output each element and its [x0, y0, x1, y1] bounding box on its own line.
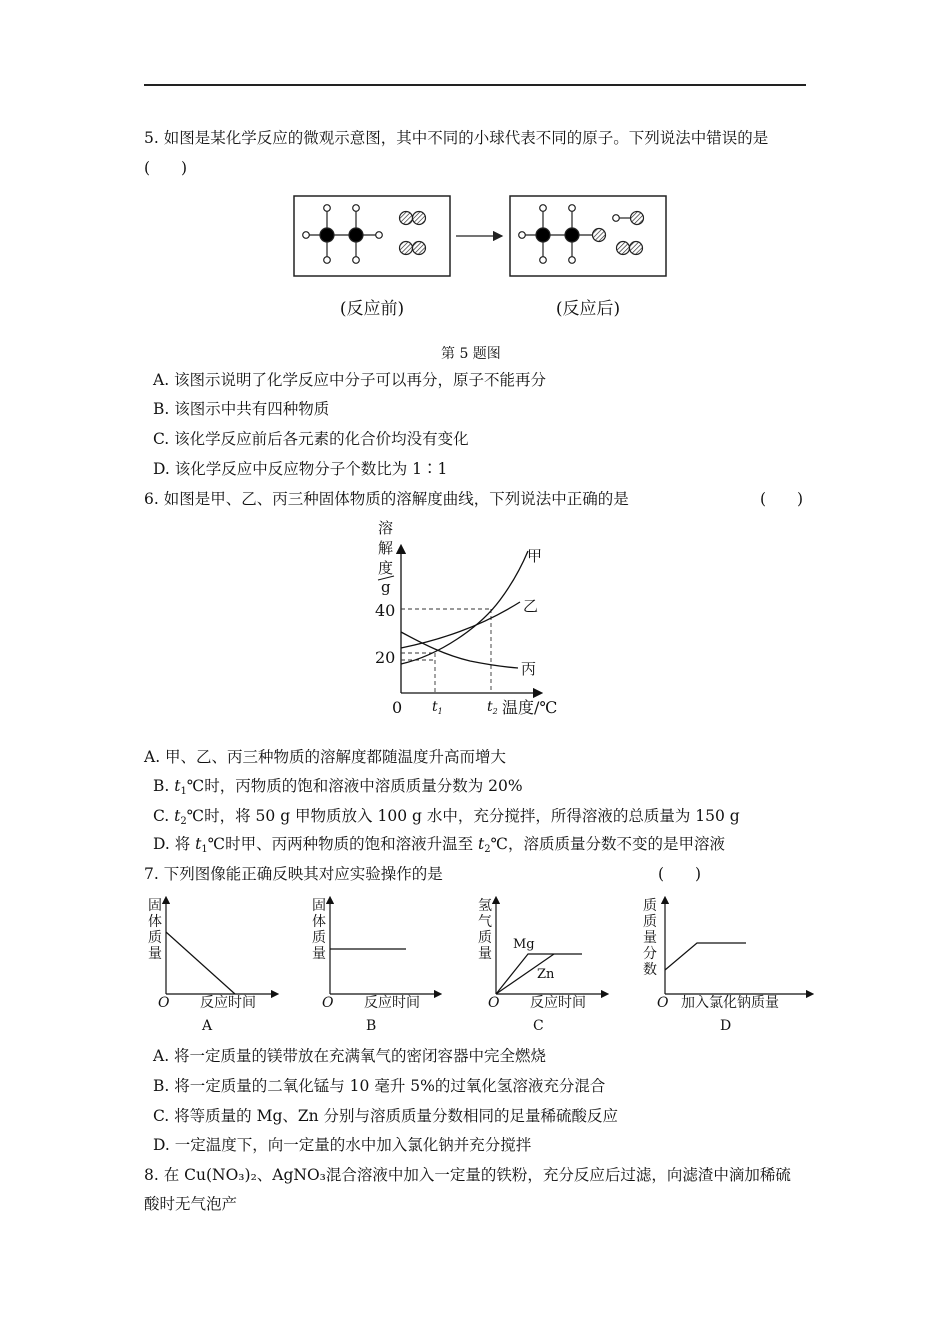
series-label-bing: 丙 [521, 660, 537, 678]
svg-text:氢: 氢 [478, 898, 492, 914]
graph-b [312, 898, 438, 1034]
svg-text:质: 质 [478, 930, 492, 946]
svg-text:量: 量 [478, 946, 492, 962]
q5-option-a: A. 该图示说明了化学反应中分子可以再分，原子不能再分 [153, 371, 547, 389]
q8-line-2: 酸时无气泡产 [144, 1195, 238, 1213]
graph-d [643, 898, 810, 1034]
q6-stem: 6. 如图是甲、乙、丙三种固体物质的溶解度曲线，下列说法中正确的是 [144, 490, 629, 508]
q5-reaction-diagram [290, 192, 670, 322]
series-label-yi: 乙 [523, 597, 539, 615]
t1-label: $t_1$ [432, 699, 443, 716]
ytick-20: 20 [375, 648, 396, 667]
svg-text:量: 量 [312, 946, 326, 962]
q7-option-a: A. 将一定质量的镁带放在充满氧气的密闭容器中完全燃烧 [153, 1047, 547, 1065]
before-box [294, 196, 450, 276]
svg-text:O: O [657, 995, 669, 1011]
q7-answer-paren: ( ) [658, 865, 702, 883]
label-after: (反应后) [555, 299, 621, 319]
q6-option-a: A. 甲、乙、丙三种物质的溶解度都随温度升高而增大 [144, 748, 507, 766]
svg-text:体: 体 [312, 914, 326, 930]
svg-text:分: 分 [643, 946, 657, 962]
svg-text:固: 固 [148, 898, 162, 914]
q5-answer-paren: ( ) [144, 159, 188, 177]
svg-text:反应时间: 反应时间 [364, 995, 420, 1011]
q6-solubility-chart [370, 515, 580, 725]
series-label-jia: 甲 [527, 547, 543, 565]
svg-text:反应时间: 反应时间 [530, 995, 586, 1011]
svg-text:质: 质 [312, 930, 326, 946]
svg-text:C: C [533, 1018, 544, 1034]
y-axis-unit: g [381, 578, 391, 596]
q8-line-1: 8. 在 Cu(NO₃)₂、AgNO₃混合溶液中加入一定量的铁粉，充分反应后过滤，向滤渣中滴加稀硫 [144, 1166, 791, 1184]
q5-stem: 5. 如图是某化学反应的微观示意图，其中不同的小球代表不同的原子。下列说法中错误的是 [144, 129, 769, 147]
q7-option-d: D. 一定温度下，向一定量的水中加入氯化钠并充分搅拌 [153, 1136, 532, 1154]
graph-d-line [665, 943, 746, 970]
curve-jia [401, 551, 528, 664]
header-rule [144, 84, 806, 86]
x-axis-label: 温度/℃ [502, 698, 558, 717]
graph-a [148, 898, 275, 1034]
q7-option-b: B. 将一定质量的二氧化锰与 10 毫升 5%的过氧化氢溶液充分混合 [153, 1077, 606, 1095]
svg-text:量: 量 [643, 930, 657, 946]
after-diatomic-molecule [617, 242, 643, 255]
q5-figure-caption: 第 5 题图 [441, 346, 501, 362]
q7-graphs [140, 890, 820, 1040]
after-hcl-molecule [613, 212, 644, 225]
svg-text:质: 质 [643, 914, 657, 930]
q6-option-d: D. 将 $t_1℃$时甲、丙两种物质的饱和溶液升温至 $t_2℃$，溶质质量分数不变的是甲溶液 [153, 835, 725, 855]
svg-text:B: B [366, 1018, 377, 1034]
svg-text:加入氯化钠质量: 加入氯化钠质量 [681, 995, 779, 1011]
svg-text:O: O [322, 995, 334, 1011]
y-axis-label-3: 度 [378, 559, 394, 577]
before-molecule [303, 205, 383, 264]
svg-text:D: D [720, 1018, 732, 1034]
label-before: (反应前) [339, 299, 405, 319]
after-box [510, 196, 666, 276]
graph-c-zn-label: Zn [537, 967, 555, 982]
reference-dashes [401, 609, 491, 693]
svg-text:数: 数 [643, 962, 657, 978]
q6-answer-paren: ( ) [760, 490, 804, 508]
q7-option-c: C. 将等质量的 Mg、Zn 分别与溶质质量分数相同的足量稀硫酸反应 [153, 1107, 619, 1125]
svg-text:A: A [202, 1018, 213, 1034]
graph-a-line [166, 932, 235, 994]
svg-text:气: 气 [478, 914, 492, 930]
svg-text:反应时间: 反应时间 [200, 995, 256, 1011]
svg-text:O: O [158, 995, 170, 1011]
svg-text:质: 质 [148, 930, 162, 946]
svg-text:体: 体 [148, 914, 162, 930]
q5-option-d: D. 该化学反应中反应物分子个数比为 1∶1 [153, 460, 448, 478]
svg-text:固: 固 [312, 898, 326, 914]
q7-stem: 7. 下列图像能正确反映其对应实验操作的是 [144, 865, 443, 883]
q6-option-b: B. $t_1℃$时，丙物质的饱和溶液中溶质质量分数为 20% [153, 777, 523, 797]
q6-option-c: C. $t_2℃$时，将 50 g 甲物质放入 100 g 水中，充分搅拌，所得溶液的总质量为 150 g [153, 807, 740, 827]
svg-text:量: 量 [148, 946, 162, 962]
y-axis-label-1: 溶 [378, 519, 394, 537]
t2-label: $t_2$ [487, 699, 498, 716]
graph-c-mg-label: Mg [513, 937, 535, 952]
q5-option-b: B. 该图示中共有四种物质 [153, 400, 330, 418]
q5-option-c: C. 该化学反应前后各元素的化合价均没有变化 [153, 430, 469, 448]
y-axis-label-2: 解 [378, 539, 394, 557]
graph-c [478, 898, 605, 1034]
after-molecule [519, 205, 606, 264]
origin-label: 0 [392, 698, 403, 717]
ytick-40: 40 [375, 601, 396, 620]
svg-text:质: 质 [643, 898, 657, 914]
before-diatomic-molecules [400, 212, 426, 255]
svg-text:O: O [488, 995, 500, 1011]
